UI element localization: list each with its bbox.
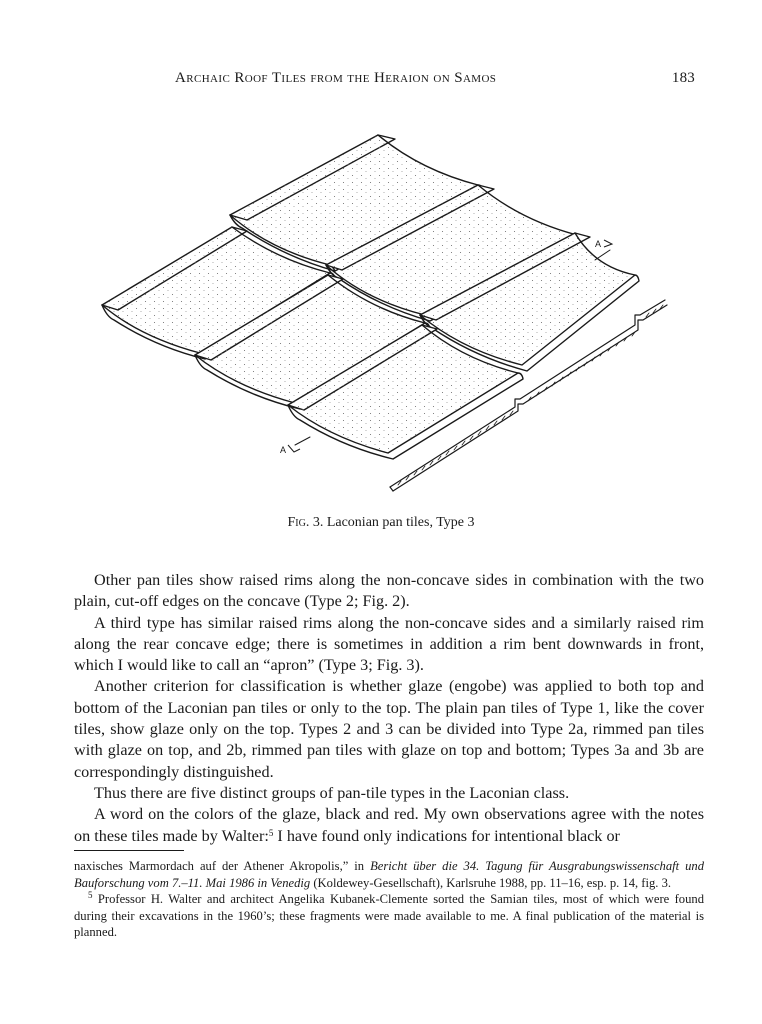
tile-drawing xyxy=(90,125,680,505)
paragraph-1: Other pan tiles show raised rims along the non-concave sides in combination with the two plain, cut-off edges on the concave (Type 2; Fig. 2). xyxy=(74,571,704,611)
body-text xyxy=(74,570,704,847)
footnotes xyxy=(74,858,704,941)
paragraph-5-start: A word on the colors of the glaze, black and red. My own observations agree with the notes on these tiles made by Walter: xyxy=(74,805,704,845)
footnote-rule xyxy=(74,850,184,851)
section-marker-top: A xyxy=(595,239,602,249)
section-marker-line-top xyxy=(595,250,610,260)
footnote-5 xyxy=(74,891,704,941)
footnote-continuation-start: naxisches Marmordach auf der Athener Akropolis,” in xyxy=(74,859,371,873)
paragraph-4: Thus there are five distinct groups of pan-tile types in the Laconian class. xyxy=(94,783,570,802)
caption-text: Laconian pan tiles, Type 3 xyxy=(326,515,475,530)
paragraph-2: A third type has similar raised rims along the non-concave sides and a similarly raised rim along the rear concave edge; there is sometimes in addition a rim bent downwards in front, which I would like to call an “apron” (Type 3; Fig. 3). xyxy=(74,613,704,675)
paragraph-3: Another criterion for classification is whether glaze (engobe) was applied to both top and bottom of the Laconian pan tiles or only to the top. The plain pan tiles of Type 1, like the cover tiles, show glaze only on the top. Types 2 and 3 can be divided into Type 2a, rimmed pan tiles with glaze on top, and 2b, rimmed pan tiles with glaze on top and bottom; Types 3a and 3b are correspondingly distinguished. xyxy=(74,677,704,781)
footnote-continuation-end: (Koldewey-Gesellschaft), Karlsruhe 1988, pp. 11–16, esp. p. 14, fig. 3. xyxy=(310,875,672,890)
footnote-continuation-title: Bericht über die 34. Tagung für Ausgrabungswissenschaft und Bauforschung vom 7.–11. Mai 1986 in Venedig xyxy=(74,859,704,890)
footnote-5-number: 5 xyxy=(88,890,93,900)
paragraph-5-end: I have found only indications for intentional black or xyxy=(273,826,620,845)
section-marker-line-bottom xyxy=(295,437,310,445)
paragraph-5 xyxy=(74,804,704,847)
footnote-5-text: Professor H. Walter and architect Angelika Kubanek-Clemente sorted the Samian tiles, most of which were found during their excavations in the 1960’s; these fragments were made available to me. A final publication of the material is planned. xyxy=(74,892,704,939)
section-marker-bottom: A xyxy=(280,445,287,455)
figure-laconian-pan-tiles xyxy=(90,125,680,505)
caption-label: Fig. 3. xyxy=(287,515,324,530)
footnote-ref-5[interactable]: 5 xyxy=(268,827,274,838)
footnote-continuation xyxy=(74,858,704,891)
running-head-title: Archaic Roof Tiles from the Heraion on Samos xyxy=(175,70,497,86)
section-arrow-top-icon xyxy=(604,240,612,247)
section-arrow-bottom-icon xyxy=(288,445,300,452)
page-number: 183 xyxy=(671,70,695,86)
figure-caption xyxy=(0,515,762,531)
